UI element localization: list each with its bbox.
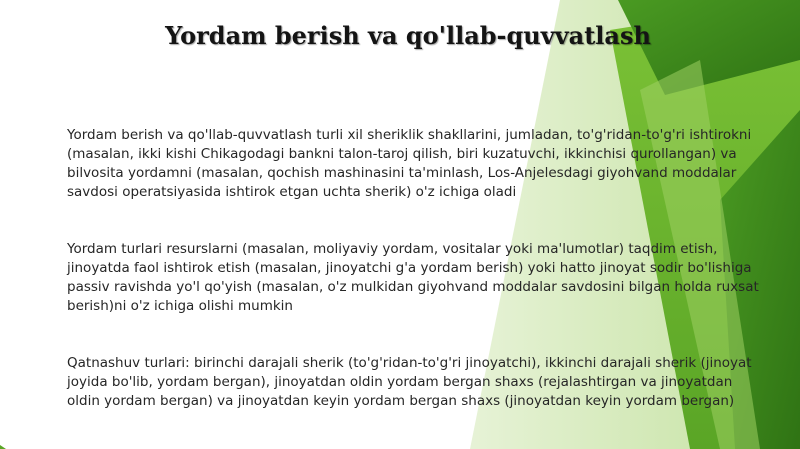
paragraph-3: Qatnashuv turlari: birinchi darajali sherik (to'g'ridan-to'g'ri jinoyatchi), ikkinchi darajali sherik (jinoyat joyida bo'lib, yordam bergan), jinoyatdan oldin yordam bergan shaxs (rejalashtirgan va jinoyatdan oldin yordam bergan) va jinoyatdan keyin yordam bergan shaxs (jinoyatdan keyin yordam bergan) — [67, 355, 752, 409]
small-green-shard — [0, 445, 6, 449]
paragraph-1: Yordam berish va qo'llab-quvvatlash turli xil sheriklik shakllarini, jumladan, to'g'ridan-to'g'ri ishtirokni (masalan, ikki kishi Chikagodagi bankni talon-taroj qilish, biri kuzatuvchi, ikkinchisi qurollangan) va bilvosita yordamni (masalan, qochish mashinasini ta'minlash, Los-Anjelesdagi giyohvand moddalar savdosi operatsiyasida ishtirok etgan uchta sherik) o'z ichiga oladi — [67, 127, 752, 200]
paragraph-2: Yordam turlari resurslarni (masalan, moliyaviy yordam, vositalar yoki ma'lumotlar) taqdim etish, jinoyatda faol ishtirok etish (masalan, jinoyatchi g'a yordam berish) yoki hatto jinoyat sodir bo'lishiga passiv ravishda yo'l qo'yish (masalan, o'z mulkidan giyohvand moddalar savdosini bilgan holda ruxsat berish)ni o'z ichiga olishi mumkin — [67, 241, 759, 314]
slide-title: Yordam berish va qo'llab-quvvatlash — [165, 21, 651, 50]
slide-body — [67, 126, 767, 411]
